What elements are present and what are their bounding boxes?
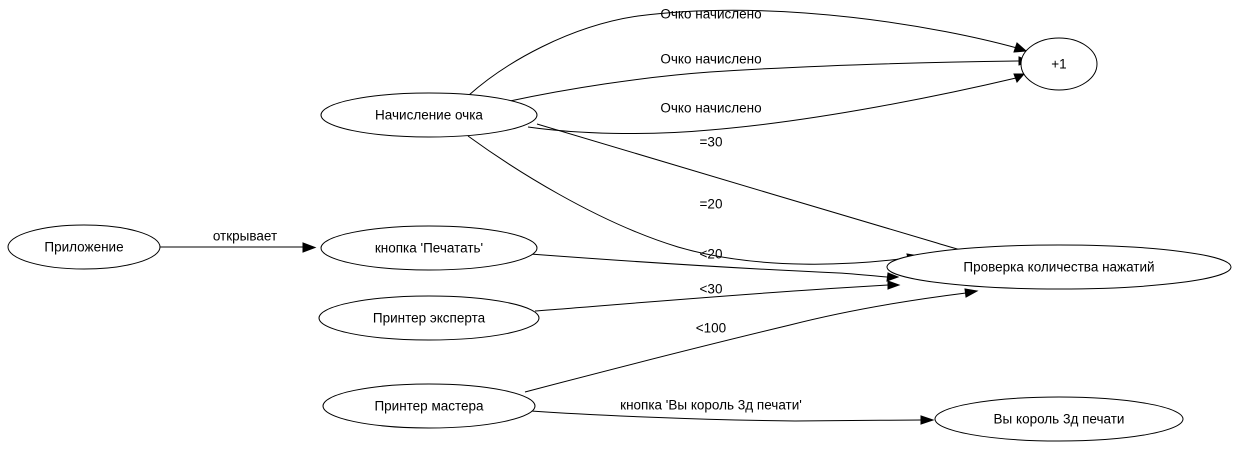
edge-label-lt100: <100 (695, 320, 727, 336)
edge-label-eq30: =30 (699, 134, 723, 150)
edge-app-to-print-button (160, 243, 315, 252)
node-label: Приложение (44, 239, 124, 255)
node-label: Начисление очка (375, 107, 483, 123)
node-expert-printer[interactable] (319, 296, 539, 340)
edge-label-lt20: <20 (699, 246, 723, 262)
node-point-award[interactable] (321, 93, 537, 137)
node-king-3d[interactable] (935, 397, 1183, 441)
edge-label-point-awarded-1: Очко начислено (660, 6, 762, 22)
edge-label-point-awarded-3: Очко начислено (660, 100, 762, 116)
edge-master-printer-to-king (531, 411, 933, 424)
edge-point-award-to-plus-one-2 (510, 57, 1030, 101)
edge-label-opens: открывает (212, 228, 278, 244)
arrow-head (965, 289, 977, 297)
edge-line (525, 293, 966, 392)
node-label: Принтер эксперта (372, 310, 486, 326)
node-label: Проверка количества нажатий (963, 259, 1155, 275)
node-label: кнопка 'Печатать' (374, 240, 484, 256)
arrow-head (921, 416, 933, 424)
edge-label-eq20: =20 (699, 196, 723, 212)
arrow-head (1014, 74, 1024, 82)
node-app[interactable] (8, 225, 160, 269)
node-print-button[interactable] (321, 226, 537, 270)
edge-label-point-awarded-2: Очко начислено (660, 51, 762, 67)
edge-label-lt30: <30 (699, 281, 723, 297)
arrow-head (303, 243, 315, 252)
arrow-head (1014, 43, 1026, 52)
edge-label-king-button: кнопка 'Вы король 3д печати' (620, 397, 802, 413)
arrow-head (888, 281, 899, 289)
edge-point-award-to-press-check-1 (537, 124, 993, 260)
edge-point-award-to-plus-one-3 (528, 74, 1024, 134)
node-label: Вы король 3д печати (993, 411, 1125, 427)
node-plus-one[interactable] (1021, 38, 1097, 90)
edge-line (510, 61, 1019, 101)
edge-line (537, 124, 982, 256)
node-master-printer[interactable] (323, 384, 535, 428)
node-label: Принтер мастера (374, 398, 484, 414)
edge-line (528, 78, 1016, 134)
edge-master-printer-to-press-check (525, 289, 977, 392)
node-press-check[interactable] (887, 245, 1231, 289)
node-label: +1 (1051, 56, 1067, 72)
